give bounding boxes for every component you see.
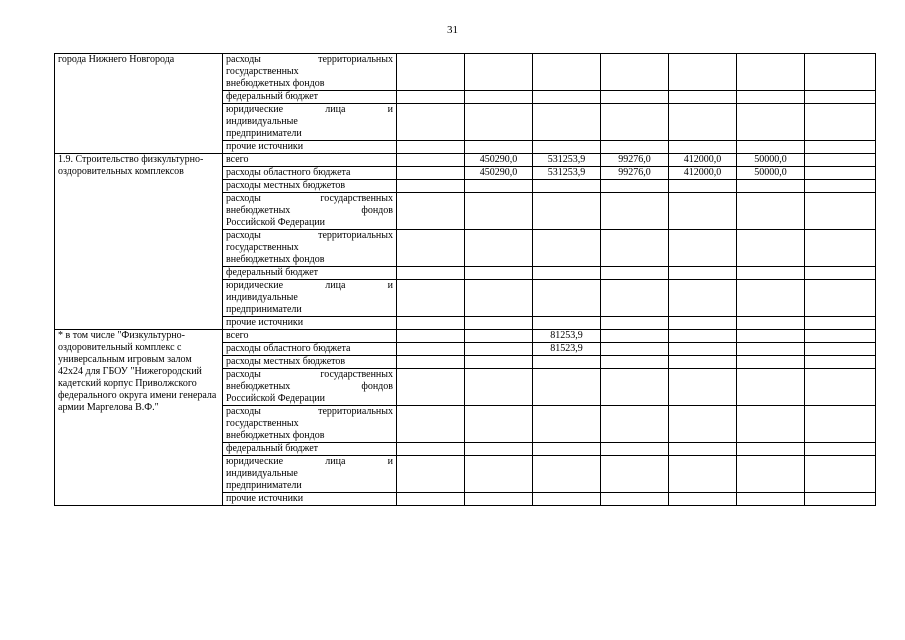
value-cell-empty <box>805 456 876 493</box>
value-cell <box>601 493 669 506</box>
funding-source-line: внебюджетных фондов <box>226 205 393 216</box>
value-cell <box>397 230 465 267</box>
value-cell <box>669 456 737 493</box>
value-cell <box>465 193 533 230</box>
funding-source-line: индивидуальные <box>226 468 298 479</box>
value-cell <box>465 180 533 193</box>
funding-source-line: государственных <box>226 242 299 253</box>
funding-source-cell <box>223 317 397 330</box>
value-cell-empty <box>805 443 876 456</box>
value-cell <box>737 443 805 456</box>
value-cell <box>397 456 465 493</box>
value-cell <box>465 141 533 154</box>
value-cell-empty <box>805 230 876 267</box>
value-cell <box>737 280 805 317</box>
funding-source-line: расходы территориальных <box>226 406 393 417</box>
funding-source-line: государственных <box>226 418 299 429</box>
funding-source-cell <box>223 230 397 267</box>
value-cell <box>601 193 669 230</box>
value-cell <box>737 141 805 154</box>
value-cell-empty <box>805 493 876 506</box>
funding-source-line: всего <box>226 154 249 165</box>
value-cell-empty <box>805 193 876 230</box>
funding-source-line: прочие источники <box>226 493 304 504</box>
value-cell <box>669 267 737 280</box>
value-cell <box>601 356 669 369</box>
value-cell <box>669 356 737 369</box>
value-cell: 81523,9 <box>533 343 601 356</box>
value-cell <box>465 267 533 280</box>
value-cell <box>397 356 465 369</box>
funding-source-line: юридические лица и <box>226 456 393 467</box>
row-group-label: * в том числе "Физкультурно-оздоровительный комплекс с универсальным игровым залом 42х24 для ГБОУ "Нижегородский кадетский корпус Приволжского федерального округа имени генерала армии Маргелова В.Ф." <box>55 330 223 506</box>
value-cell <box>533 356 601 369</box>
funding-source-line: внебюджетных фондов <box>226 78 325 89</box>
value-cell <box>737 54 805 91</box>
value-cell <box>601 280 669 317</box>
value-cell <box>601 343 669 356</box>
table-row <box>55 54 876 91</box>
value-cell <box>397 369 465 406</box>
value-cell <box>397 280 465 317</box>
value-cell-empty <box>805 343 876 356</box>
value-cell <box>465 493 533 506</box>
value-cell <box>737 230 805 267</box>
value-cell <box>397 167 465 180</box>
value-cell <box>533 443 601 456</box>
funding-source-line: прочие источники <box>226 317 304 328</box>
value-cell <box>737 356 805 369</box>
value-cell-empty <box>805 180 876 193</box>
value-cell-empty <box>805 369 876 406</box>
value-cell <box>397 406 465 443</box>
value-cell <box>601 230 669 267</box>
value-cell <box>397 104 465 141</box>
value-cell-empty <box>805 280 876 317</box>
funding-source-line: расходы государственных <box>226 193 393 204</box>
funding-source-cell <box>223 356 397 369</box>
value-cell <box>533 280 601 317</box>
value-cell: 99276,0 <box>601 167 669 180</box>
page-number: 31 <box>447 24 458 36</box>
value-cell <box>465 54 533 91</box>
value-cell <box>601 406 669 443</box>
value-cell <box>601 104 669 141</box>
funding-source-cell <box>223 330 397 343</box>
value-cell <box>397 330 465 343</box>
value-cell <box>669 343 737 356</box>
value-cell <box>397 193 465 230</box>
value-cell <box>669 193 737 230</box>
value-cell <box>465 443 533 456</box>
value-cell <box>533 317 601 330</box>
value-cell <box>465 280 533 317</box>
value-cell <box>601 443 669 456</box>
funding-source-cell <box>223 443 397 456</box>
value-cell <box>465 104 533 141</box>
funding-source-line: юридические лица и <box>226 104 393 115</box>
value-cell <box>669 493 737 506</box>
funding-source-cell <box>223 54 397 91</box>
value-cell <box>397 317 465 330</box>
value-cell <box>465 343 533 356</box>
funding-source-line: федеральный бюджет <box>226 91 319 102</box>
value-cell <box>601 330 669 343</box>
value-cell <box>465 356 533 369</box>
funding-source-line: федеральный бюджет <box>226 443 319 454</box>
funding-source-cell <box>223 141 397 154</box>
funding-source-cell <box>223 369 397 406</box>
value-cell <box>533 91 601 104</box>
table-row <box>55 154 876 167</box>
funding-source-cell <box>223 267 397 280</box>
value-cell <box>465 317 533 330</box>
value-cell <box>669 141 737 154</box>
value-cell <box>737 317 805 330</box>
value-cell-empty <box>805 167 876 180</box>
value-cell <box>465 406 533 443</box>
funding-source-cell <box>223 406 397 443</box>
funding-source-line: расходы государственных <box>226 369 393 380</box>
funding-source-cell <box>223 343 397 356</box>
funding-source-line: прочие источники <box>226 141 304 152</box>
funding-source-line: всего <box>226 330 249 341</box>
value-cell-empty <box>805 356 876 369</box>
funding-source-line: предприниматели <box>226 128 302 139</box>
funding-source-cell <box>223 180 397 193</box>
funding-source-line: расходы территориальных <box>226 54 393 65</box>
funding-source-cell <box>223 104 397 141</box>
value-cell <box>601 91 669 104</box>
value-cell: 412000,0 <box>669 154 737 167</box>
funding-source-cell <box>223 154 397 167</box>
value-cell <box>669 406 737 443</box>
budget-table-body <box>55 54 876 506</box>
value-cell-empty <box>805 91 876 104</box>
value-cell <box>533 267 601 280</box>
funding-source-line: расходы областного бюджета <box>226 343 351 354</box>
funding-source-cell <box>223 456 397 493</box>
funding-source-line: внебюджетных фондов <box>226 430 325 441</box>
value-cell <box>465 91 533 104</box>
value-cell: 81253,9 <box>533 330 601 343</box>
value-cell <box>737 493 805 506</box>
value-cell <box>737 343 805 356</box>
value-cell-empty <box>805 141 876 154</box>
value-cell <box>601 317 669 330</box>
funding-source-cell <box>223 91 397 104</box>
funding-source-cell <box>223 280 397 317</box>
value-cell <box>737 91 805 104</box>
funding-source-line: государственных <box>226 66 299 77</box>
value-cell <box>397 141 465 154</box>
value-cell <box>669 54 737 91</box>
value-cell <box>397 493 465 506</box>
value-cell <box>465 369 533 406</box>
value-cell-empty <box>805 54 876 91</box>
value-cell: 50000,0 <box>737 154 805 167</box>
funding-source-line: предприниматели <box>226 480 302 491</box>
funding-source-line: индивидуальные <box>226 292 298 303</box>
value-cell <box>669 104 737 141</box>
value-cell: 99276,0 <box>601 154 669 167</box>
table-row <box>55 330 876 343</box>
funding-source-cell <box>223 193 397 230</box>
value-cell <box>601 267 669 280</box>
value-cell <box>533 104 601 141</box>
value-cell <box>397 343 465 356</box>
funding-source-line: федеральный бюджет <box>226 267 319 278</box>
value-cell <box>397 154 465 167</box>
value-cell-empty <box>805 267 876 280</box>
funding-source-line: расходы местных бюджетов <box>226 356 346 367</box>
value-cell <box>397 267 465 280</box>
funding-source-line: юридические лица и <box>226 280 393 291</box>
funding-source-cell <box>223 493 397 506</box>
funding-source-line: расходы местных бюджетов <box>226 180 346 191</box>
value-cell <box>601 456 669 493</box>
value-cell: 50000,0 <box>737 167 805 180</box>
value-cell <box>533 406 601 443</box>
value-cell <box>669 443 737 456</box>
value-cell <box>737 406 805 443</box>
value-cell <box>533 141 601 154</box>
value-cell <box>533 369 601 406</box>
value-cell-empty <box>805 154 876 167</box>
value-cell <box>533 493 601 506</box>
value-cell <box>601 369 669 406</box>
value-cell-empty <box>805 317 876 330</box>
funding-source-line: индивидуальные <box>226 116 298 127</box>
value-cell: 531253,9 <box>533 154 601 167</box>
value-cell <box>533 230 601 267</box>
value-cell: 450290,0 <box>465 167 533 180</box>
value-cell <box>669 230 737 267</box>
value-cell-empty <box>805 330 876 343</box>
value-cell <box>465 330 533 343</box>
value-cell-empty <box>805 104 876 141</box>
value-cell: 450290,0 <box>465 154 533 167</box>
value-cell <box>737 330 805 343</box>
row-group-label: города Нижнего Новгорода <box>55 54 223 154</box>
value-cell <box>669 180 737 193</box>
value-cell <box>737 180 805 193</box>
value-cell <box>669 280 737 317</box>
value-cell <box>533 456 601 493</box>
value-cell <box>737 193 805 230</box>
value-cell <box>669 330 737 343</box>
value-cell <box>465 230 533 267</box>
value-cell-empty <box>805 406 876 443</box>
funding-source-line: расходы областного бюджета <box>226 167 351 178</box>
value-cell <box>601 180 669 193</box>
value-cell: 412000,0 <box>669 167 737 180</box>
budget-table <box>54 53 876 506</box>
funding-source-line: внебюджетных фондов <box>226 381 393 392</box>
value-cell <box>669 317 737 330</box>
funding-source-line: внебюджетных фондов <box>226 254 325 265</box>
funding-source-cell <box>223 167 397 180</box>
value-cell <box>533 54 601 91</box>
value-cell <box>737 104 805 141</box>
value-cell <box>533 180 601 193</box>
value-cell: 531253,9 <box>533 167 601 180</box>
value-cell <box>397 180 465 193</box>
value-cell <box>737 456 805 493</box>
value-cell <box>737 267 805 280</box>
value-cell <box>533 193 601 230</box>
funding-source-line: Российской Федерации <box>226 217 326 228</box>
value-cell <box>465 456 533 493</box>
value-cell <box>601 141 669 154</box>
funding-source-line: Российской Федерации <box>226 393 326 404</box>
value-cell <box>669 91 737 104</box>
value-cell <box>737 369 805 406</box>
funding-source-line: предприниматели <box>226 304 302 315</box>
funding-source-line: расходы территориальных <box>226 230 393 241</box>
row-group-label: 1.9. Строительство физкультурно-оздоровительных комплексов <box>55 154 223 330</box>
value-cell <box>601 54 669 91</box>
value-cell <box>669 369 737 406</box>
value-cell <box>397 54 465 91</box>
value-cell <box>397 91 465 104</box>
value-cell <box>397 443 465 456</box>
